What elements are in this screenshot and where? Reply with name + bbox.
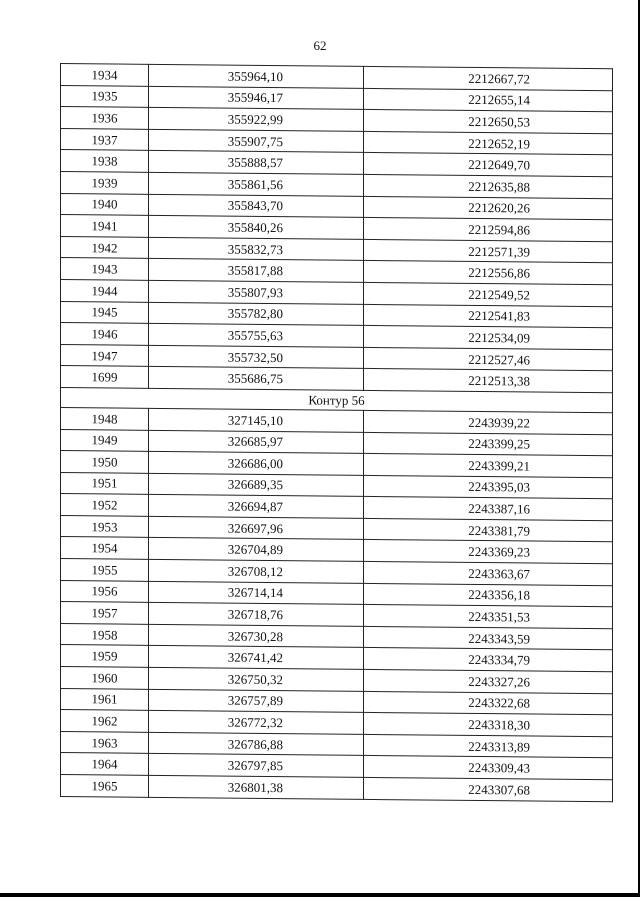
y-coordinate-cell: 2243307,68 [364, 777, 613, 801]
point-number-cell: 1947 [61, 344, 149, 366]
x-coordinate-cell: 355843,70 [149, 194, 364, 218]
y-coordinate-cell: 2212620,26 [364, 196, 613, 220]
point-number-cell: 1946 [61, 323, 149, 345]
y-coordinate-cell: 2212649,70 [364, 153, 613, 177]
point-number-cell: 1936 [61, 107, 149, 129]
coordinates-table-wrapper [60, 63, 612, 802]
y-coordinate-cell: 2212541,83 [364, 304, 613, 328]
x-coordinate-cell: 327145,10 [149, 408, 364, 432]
y-coordinate-cell: 2212534,09 [364, 326, 613, 350]
point-number-cell: 1959 [61, 645, 149, 667]
x-coordinate-cell: 355888,57 [149, 151, 364, 175]
x-coordinate-cell: 326741,42 [149, 646, 364, 670]
x-coordinate-cell: 326797,85 [149, 754, 364, 778]
point-number-cell: 1958 [61, 623, 149, 645]
y-coordinate-cell: 2212655,14 [364, 88, 613, 112]
x-coordinate-cell: 326704,89 [149, 538, 364, 562]
x-coordinate-cell: 326718,76 [149, 603, 364, 627]
point-number-cell: 1699 [61, 366, 149, 388]
x-coordinate-cell: 355732,50 [149, 345, 364, 369]
x-coordinate-cell: 355964,10 [149, 64, 364, 88]
y-coordinate-cell: 2243318,30 [364, 713, 613, 737]
y-coordinate-cell: 2243363,67 [364, 561, 613, 585]
point-number-cell: 1939 [61, 171, 149, 193]
x-coordinate-cell: 355861,56 [149, 172, 364, 196]
x-coordinate-cell: 326714,14 [149, 581, 364, 605]
point-number-cell: 1954 [61, 537, 149, 559]
x-coordinate-cell: 355832,73 [149, 237, 364, 261]
y-coordinate-cell: 2243343,59 [364, 626, 613, 650]
point-number-cell: 1944 [61, 279, 149, 301]
point-number-cell: 1963 [61, 731, 149, 753]
x-coordinate-cell: 326786,88 [149, 732, 364, 756]
section-title: Контур 56 [61, 387, 613, 412]
point-number-cell: 1952 [61, 494, 149, 516]
x-coordinate-cell: 355755,63 [149, 323, 364, 347]
point-number-cell: 1961 [61, 688, 149, 710]
point-number-cell: 1951 [61, 472, 149, 494]
y-coordinate-cell: 2243369,23 [364, 540, 613, 564]
y-coordinate-cell: 2212652,19 [364, 131, 613, 155]
y-coordinate-cell: 2212527,46 [364, 347, 613, 371]
y-coordinate-cell: 2212635,88 [364, 174, 613, 198]
x-coordinate-cell: 326750,32 [149, 667, 364, 691]
y-coordinate-cell: 2243334,79 [364, 648, 613, 672]
point-number-cell: 1934 [61, 64, 149, 86]
y-coordinate-cell: 2243351,53 [364, 605, 613, 629]
table-row [61, 775, 613, 802]
point-number-cell: 1957 [61, 602, 149, 624]
page-number: 62 [313, 38, 327, 53]
y-coordinate-cell: 2212549,52 [364, 282, 613, 306]
point-number-cell: 1948 [61, 407, 149, 429]
x-coordinate-cell: 355840,26 [149, 216, 364, 240]
point-number-cell: 1943 [61, 258, 149, 280]
point-number-cell: 1945 [61, 301, 149, 323]
point-number-cell: 1964 [61, 753, 149, 775]
y-coordinate-cell: 2212513,38 [364, 369, 613, 393]
point-number-cell: 1950 [61, 451, 149, 473]
x-coordinate-cell: 326694,87 [149, 495, 364, 519]
point-number-cell: 1962 [61, 710, 149, 732]
x-coordinate-cell: 355782,80 [149, 302, 364, 326]
x-coordinate-cell: 326772,32 [149, 711, 364, 735]
point-number-cell: 1935 [61, 85, 149, 107]
x-coordinate-cell: 326708,12 [149, 559, 364, 583]
y-coordinate-cell: 2243313,89 [364, 734, 613, 758]
x-coordinate-cell: 326730,28 [149, 624, 364, 648]
point-number-cell: 1937 [61, 128, 149, 150]
y-coordinate-cell: 2243322,68 [364, 691, 613, 715]
y-coordinate-cell: 2212594,86 [364, 218, 613, 242]
x-coordinate-cell: 355907,75 [149, 129, 364, 153]
x-coordinate-cell: 326697,96 [149, 516, 364, 540]
point-number-cell: 1955 [61, 559, 149, 581]
y-coordinate-cell: 2243395,03 [364, 475, 613, 499]
x-coordinate-cell: 355807,93 [149, 280, 364, 304]
x-coordinate-cell: 326801,38 [149, 775, 364, 799]
x-coordinate-cell: 326685,97 [149, 430, 364, 454]
y-coordinate-cell: 2243327,26 [364, 669, 613, 693]
y-coordinate-cell: 2212650,53 [364, 110, 613, 134]
y-coordinate-cell: 2212667,72 [364, 66, 613, 90]
coordinates-table [60, 63, 613, 802]
point-number-cell: 1960 [61, 667, 149, 689]
x-coordinate-cell: 326757,89 [149, 689, 364, 713]
y-coordinate-cell: 2212571,39 [364, 239, 613, 263]
coordinates-table-body [61, 64, 613, 802]
x-coordinate-cell: 355922,99 [149, 108, 364, 132]
y-coordinate-cell: 2243399,25 [364, 432, 613, 456]
point-number-cell: 1956 [61, 580, 149, 602]
point-number-cell: 1949 [61, 429, 149, 451]
y-coordinate-cell: 2243309,43 [364, 756, 613, 780]
y-coordinate-cell: 2243381,79 [364, 518, 613, 542]
point-number-cell: 1938 [61, 150, 149, 172]
y-coordinate-cell: 2243356,18 [364, 583, 613, 607]
x-coordinate-cell: 326686,00 [149, 451, 364, 475]
point-number-cell: 1942 [61, 236, 149, 258]
x-coordinate-cell: 355946,17 [149, 86, 364, 110]
point-number-cell: 1953 [61, 515, 149, 537]
y-coordinate-cell: 2243399,21 [364, 454, 613, 478]
point-number-cell: 1941 [61, 215, 149, 237]
x-coordinate-cell: 326689,35 [149, 473, 364, 497]
y-coordinate-cell: 2212556,86 [364, 261, 613, 285]
point-number-cell: 1940 [61, 193, 149, 215]
x-coordinate-cell: 355817,88 [149, 259, 364, 283]
point-number-cell: 1965 [61, 775, 149, 797]
x-coordinate-cell: 355686,75 [149, 367, 364, 391]
y-coordinate-cell: 2243939,22 [364, 410, 613, 434]
y-coordinate-cell: 2243387,16 [364, 497, 613, 521]
